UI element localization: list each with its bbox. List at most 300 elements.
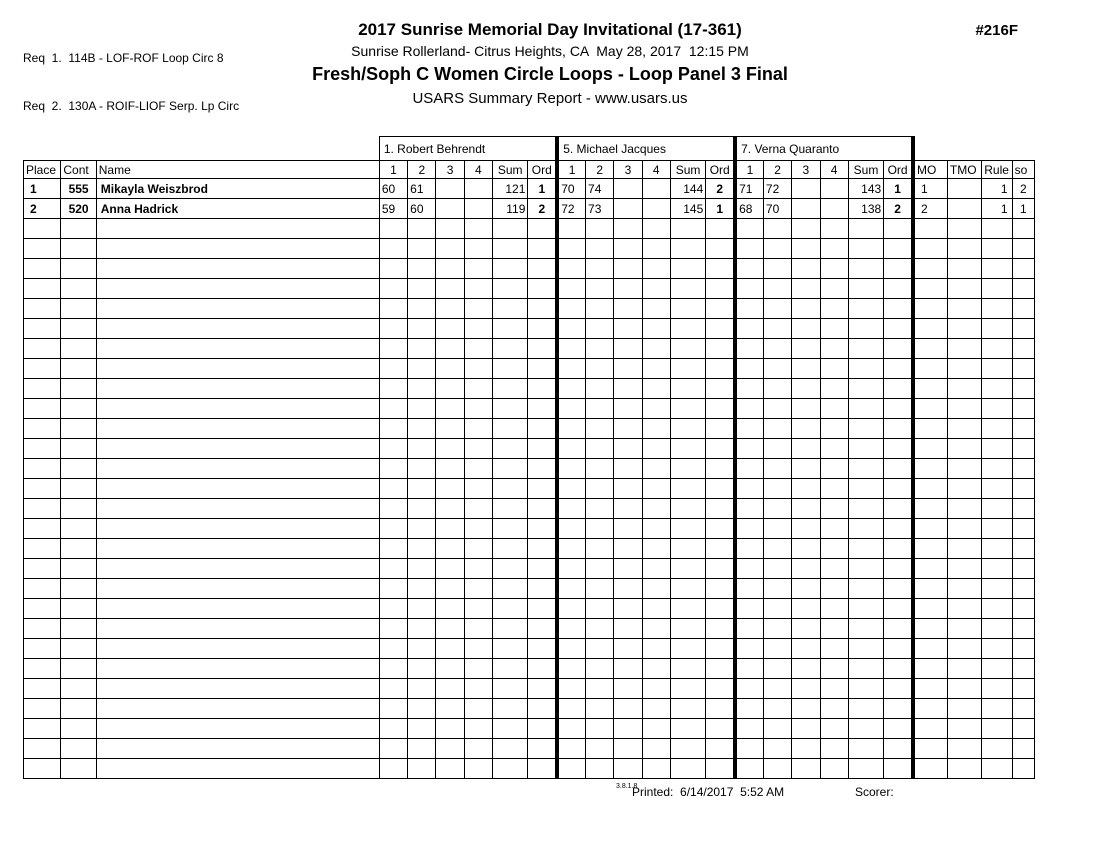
empty-cell	[848, 459, 883, 479]
empty-cell	[24, 419, 61, 439]
empty-cell	[913, 639, 947, 659]
empty-cell	[24, 659, 61, 679]
empty-cell	[982, 679, 1012, 699]
empty-cell	[96, 519, 379, 539]
empty-cell	[763, 319, 791, 339]
empty-cell	[848, 259, 883, 279]
empty-cell	[792, 519, 820, 539]
empty-cell	[848, 279, 883, 299]
empty-cell	[493, 359, 528, 379]
header-judge3-3: 3	[792, 161, 820, 179]
empty-cell	[24, 439, 61, 459]
empty-cell	[913, 319, 947, 339]
empty-cell	[820, 419, 848, 439]
empty-cell	[1012, 499, 1034, 519]
empty-cell	[1012, 259, 1034, 279]
empty-cell	[982, 339, 1012, 359]
empty-cell	[379, 679, 407, 699]
empty-cell	[528, 539, 557, 559]
empty-cell	[706, 699, 735, 719]
empty-cell	[379, 239, 407, 259]
empty-cell	[913, 519, 947, 539]
empty-cell	[763, 259, 791, 279]
empty-cell	[947, 319, 981, 339]
empty-cell	[61, 639, 96, 659]
empty-cell	[379, 479, 407, 499]
empty-cell	[586, 439, 614, 459]
empty-cell	[848, 559, 883, 579]
empty-cell	[642, 259, 670, 279]
empty-cell	[586, 579, 614, 599]
judge2-score-3	[614, 179, 642, 199]
empty-cell	[642, 639, 670, 659]
empty-cell	[436, 719, 464, 739]
empty-cell	[792, 559, 820, 579]
empty-cell	[586, 379, 614, 399]
header-judge1-3: 3	[436, 161, 464, 179]
empty-cell	[1012, 759, 1034, 779]
empty-cell	[1012, 619, 1034, 639]
judge2-score-2: 74	[586, 179, 614, 199]
empty-cell	[61, 399, 96, 419]
empty-cell	[982, 599, 1012, 619]
skater-name-cell: Mikayla Weiszbrod	[96, 179, 379, 199]
empty-cell	[848, 719, 883, 739]
empty-cell	[913, 739, 947, 759]
empty-cell	[586, 539, 614, 559]
empty-cell	[408, 359, 436, 379]
empty-cell	[982, 759, 1012, 779]
empty-cell	[947, 379, 981, 399]
empty-cell	[96, 759, 379, 779]
empty-cell	[982, 539, 1012, 559]
empty-cell	[61, 739, 96, 759]
empty-cell	[586, 319, 614, 339]
empty-cell	[820, 639, 848, 659]
empty-cell	[61, 559, 96, 579]
empty-cell	[735, 399, 763, 419]
empty-cell	[763, 639, 791, 659]
empty-cell	[557, 399, 585, 419]
empty-cell	[96, 359, 379, 379]
judge3-score-2: 72	[763, 179, 791, 199]
empty-cell	[670, 379, 705, 399]
header-judge2-3: 3	[614, 161, 642, 179]
empty-cell	[379, 539, 407, 559]
header-name: Name	[96, 161, 379, 179]
empty-cell	[557, 539, 585, 559]
empty-cell	[884, 499, 913, 519]
empty-cell	[820, 759, 848, 779]
empty-cell	[848, 479, 883, 499]
judge2-score-4	[642, 179, 670, 199]
empty-cell	[528, 599, 557, 619]
empty-cell	[528, 479, 557, 499]
empty-cell	[735, 239, 763, 259]
empty-cell	[614, 259, 642, 279]
judge2-score-3	[614, 199, 642, 219]
empty-cell	[586, 759, 614, 779]
empty-cell	[493, 639, 528, 659]
empty-cell	[735, 719, 763, 739]
empty-cell	[820, 719, 848, 739]
empty-cell	[735, 319, 763, 339]
empty-cell	[982, 579, 1012, 599]
empty-row	[24, 679, 1035, 699]
empty-cell	[947, 539, 981, 559]
empty-cell	[557, 659, 585, 679]
empty-cell	[528, 339, 557, 359]
empty-cell	[1012, 239, 1034, 259]
empty-cell	[820, 319, 848, 339]
header-judge1-4: 4	[464, 161, 492, 179]
empty-cell	[820, 479, 848, 499]
empty-cell	[670, 579, 705, 599]
empty-cell	[884, 719, 913, 739]
empty-cell	[947, 439, 981, 459]
empty-cell	[557, 439, 585, 459]
empty-cell	[913, 339, 947, 359]
empty-cell	[913, 279, 947, 299]
empty-cell	[792, 339, 820, 359]
empty-cell	[24, 479, 61, 499]
empty-cell	[735, 459, 763, 479]
empty-row	[24, 659, 1035, 679]
empty-cell	[61, 239, 96, 259]
empty-cell	[528, 239, 557, 259]
empty-cell	[614, 659, 642, 679]
empty-cell	[947, 219, 981, 239]
empty-cell	[493, 579, 528, 599]
empty-cell	[464, 419, 492, 439]
empty-cell	[763, 279, 791, 299]
empty-cell	[642, 459, 670, 479]
empty-cell	[735, 479, 763, 499]
empty-cell	[614, 379, 642, 399]
empty-cell	[670, 759, 705, 779]
empty-cell	[379, 699, 407, 719]
empty-cell	[763, 499, 791, 519]
empty-row	[24, 639, 1035, 659]
empty-cell	[706, 719, 735, 739]
empty-cell	[913, 579, 947, 599]
empty-cell	[408, 679, 436, 699]
empty-cell	[586, 719, 614, 739]
empty-cell	[586, 499, 614, 519]
empty-cell	[464, 379, 492, 399]
empty-cell	[982, 359, 1012, 379]
empty-cell	[763, 739, 791, 759]
judge1-score-3	[436, 179, 464, 199]
empty-cell	[557, 599, 585, 619]
empty-cell	[884, 559, 913, 579]
empty-cell	[1012, 399, 1034, 419]
empty-cell	[820, 379, 848, 399]
empty-cell	[1012, 519, 1034, 539]
empty-cell	[436, 319, 464, 339]
judge1-sum: 119	[493, 199, 528, 219]
empty-cell	[493, 519, 528, 539]
empty-row	[24, 579, 1035, 599]
empty-cell	[947, 419, 981, 439]
judge3-score-1: 71	[735, 179, 763, 199]
empty-cell	[436, 239, 464, 259]
empty-cell	[557, 339, 585, 359]
empty-cell	[884, 399, 913, 419]
empty-cell	[884, 639, 913, 659]
header-judge1-2: 2	[408, 161, 436, 179]
empty-cell	[947, 559, 981, 579]
empty-cell	[464, 659, 492, 679]
empty-cell	[763, 419, 791, 439]
empty-cell	[982, 499, 1012, 519]
judge3-score-1: 68	[735, 199, 763, 219]
empty-cell	[557, 239, 585, 259]
empty-cell	[735, 359, 763, 379]
empty-cell	[820, 459, 848, 479]
result-row	[24, 179, 1035, 199]
empty-cell	[670, 519, 705, 539]
empty-cell	[586, 339, 614, 359]
empty-cell	[982, 639, 1012, 659]
empty-cell	[379, 659, 407, 679]
empty-cell	[614, 719, 642, 739]
empty-cell	[642, 479, 670, 499]
empty-cell	[792, 279, 820, 299]
empty-cell	[706, 539, 735, 559]
empty-cell	[947, 739, 981, 759]
empty-cell	[408, 739, 436, 759]
empty-cell	[436, 419, 464, 439]
empty-cell	[913, 539, 947, 559]
empty-row	[24, 739, 1035, 759]
empty-cell	[436, 459, 464, 479]
empty-cell	[379, 739, 407, 759]
judge1-score-1: 60	[379, 179, 407, 199]
empty-cell	[408, 659, 436, 679]
empty-cell	[792, 359, 820, 379]
empty-cell	[706, 379, 735, 399]
empty-cell	[61, 659, 96, 679]
empty-cell	[436, 559, 464, 579]
empty-cell	[884, 419, 913, 439]
empty-cell	[670, 219, 705, 239]
empty-cell	[642, 219, 670, 239]
empty-cell	[642, 279, 670, 299]
empty-cell	[982, 719, 1012, 739]
empty-cell	[1012, 359, 1034, 379]
empty-cell	[379, 259, 407, 279]
empty-cell	[947, 599, 981, 619]
judge-row-right-spacer	[913, 137, 1034, 161]
empty-cell	[820, 579, 848, 599]
empty-cell	[408, 579, 436, 599]
empty-cell	[642, 439, 670, 459]
empty-cell	[557, 579, 585, 599]
header-judge3-sum: Sum	[848, 161, 883, 179]
empty-cell	[848, 659, 883, 679]
header-cont: Cont	[61, 161, 96, 179]
empty-cell	[408, 239, 436, 259]
empty-cell	[848, 599, 883, 619]
empty-cell	[642, 399, 670, 419]
empty-cell	[848, 239, 883, 259]
empty-cell	[1012, 719, 1034, 739]
empty-cell	[913, 259, 947, 279]
empty-cell	[586, 599, 614, 619]
empty-cell	[614, 399, 642, 419]
empty-cell	[436, 299, 464, 319]
empty-cell	[1012, 419, 1034, 439]
empty-cell	[379, 319, 407, 339]
empty-cell	[763, 519, 791, 539]
empty-cell	[913, 479, 947, 499]
empty-cell	[913, 659, 947, 679]
empty-cell	[1012, 579, 1034, 599]
empty-cell	[96, 639, 379, 659]
empty-cell	[792, 439, 820, 459]
empty-cell	[408, 699, 436, 719]
empty-cell	[557, 719, 585, 739]
empty-cell	[884, 519, 913, 539]
empty-cell	[379, 619, 407, 639]
empty-cell	[464, 639, 492, 659]
empty-cell	[642, 759, 670, 779]
empty-cell	[947, 679, 981, 699]
empty-cell	[493, 419, 528, 439]
empty-cell	[642, 599, 670, 619]
place-cell: 2	[24, 199, 61, 219]
empty-cell	[792, 419, 820, 439]
empty-cell	[642, 679, 670, 699]
judge3-ordinal: 1	[884, 179, 913, 199]
empty-cell	[670, 319, 705, 339]
empty-cell	[642, 339, 670, 359]
empty-cell	[24, 399, 61, 419]
header-judge3-ord: Ord	[884, 161, 913, 179]
empty-cell	[735, 619, 763, 639]
empty-cell	[408, 619, 436, 639]
empty-cell	[24, 679, 61, 699]
empty-cell	[947, 639, 981, 659]
empty-cell	[61, 219, 96, 239]
empty-cell	[528, 719, 557, 739]
empty-cell	[670, 659, 705, 679]
empty-cell	[982, 239, 1012, 259]
empty-cell	[436, 479, 464, 499]
empty-cell	[557, 279, 585, 299]
score-table	[23, 136, 1035, 779]
empty-cell	[436, 279, 464, 299]
empty-cell	[848, 759, 883, 779]
empty-cell	[493, 319, 528, 339]
judge1-ordinal: 2	[528, 199, 557, 219]
empty-cell	[792, 719, 820, 739]
header-judge3-1: 1	[735, 161, 763, 179]
empty-cell	[820, 219, 848, 239]
empty-cell	[670, 699, 705, 719]
empty-cell	[820, 539, 848, 559]
header-judge1-ord: Ord	[528, 161, 557, 179]
empty-cell	[735, 679, 763, 699]
empty-cell	[528, 559, 557, 579]
empty-cell	[913, 419, 947, 439]
empty-cell	[61, 599, 96, 619]
empty-cell	[982, 659, 1012, 679]
empty-cell	[436, 519, 464, 539]
empty-cell	[706, 319, 735, 339]
empty-cell	[528, 579, 557, 599]
empty-cell	[614, 579, 642, 599]
empty-cell	[436, 639, 464, 659]
empty-row	[24, 599, 1035, 619]
empty-cell	[464, 339, 492, 359]
empty-cell	[982, 559, 1012, 579]
empty-cell	[614, 319, 642, 339]
empty-row	[24, 299, 1035, 319]
empty-cell	[735, 219, 763, 239]
empty-cell	[763, 759, 791, 779]
empty-cell	[586, 739, 614, 759]
empty-cell	[557, 739, 585, 759]
venue-date-line: Sunrise Rollerland- Citrus Heights, CA May 28, 2017 12:15 PM	[351, 43, 749, 59]
header-judge3-2: 2	[763, 161, 791, 179]
empty-cell	[792, 219, 820, 239]
empty-cell	[706, 659, 735, 679]
empty-cell	[735, 339, 763, 359]
judge1-score-1: 59	[379, 199, 407, 219]
judge1-score-2: 60	[408, 199, 436, 219]
empty-cell	[436, 679, 464, 699]
judge3-score-3	[792, 179, 820, 199]
empty-cell	[982, 259, 1012, 279]
empty-cell	[792, 459, 820, 479]
tmo-cell	[947, 179, 981, 199]
empty-row	[24, 719, 1035, 739]
judge1-ordinal: 1	[528, 179, 557, 199]
empty-cell	[735, 739, 763, 759]
empty-cell	[982, 319, 1012, 339]
empty-cell	[848, 419, 883, 439]
judge1-score-4	[464, 179, 492, 199]
empty-cell	[408, 479, 436, 499]
empty-cell	[61, 319, 96, 339]
empty-cell	[528, 419, 557, 439]
empty-cell	[614, 679, 642, 699]
empty-cell	[379, 399, 407, 419]
empty-cell	[528, 519, 557, 539]
judge1-score-3	[436, 199, 464, 219]
empty-cell	[792, 379, 820, 399]
empty-cell	[763, 219, 791, 239]
empty-cell	[884, 459, 913, 479]
empty-cell	[763, 619, 791, 639]
requirement-1: Req 1. 114B - LOF-ROF Loop Circ 8	[23, 51, 224, 65]
empty-cell	[96, 659, 379, 679]
empty-cell	[642, 659, 670, 679]
empty-cell	[96, 339, 379, 359]
empty-cell	[379, 359, 407, 379]
so-cell: 2	[1012, 179, 1034, 199]
empty-cell	[24, 739, 61, 759]
printed-timestamp: Printed: 6/14/2017 5:52 AM	[632, 785, 785, 799]
empty-cell	[642, 419, 670, 439]
empty-cell	[763, 599, 791, 619]
empty-cell	[24, 639, 61, 659]
empty-cell	[379, 719, 407, 739]
empty-cell	[61, 619, 96, 639]
empty-cell	[436, 379, 464, 399]
